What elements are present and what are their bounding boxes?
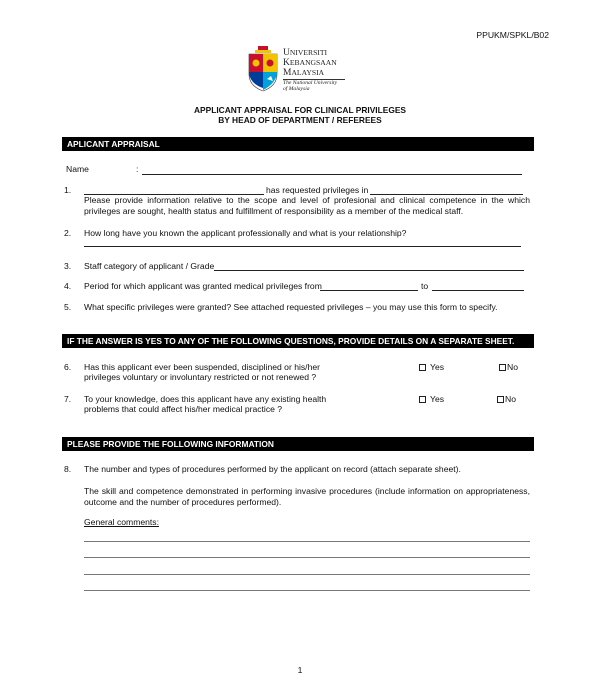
period-to-field[interactable] bbox=[432, 290, 524, 291]
q2-number: 2. bbox=[64, 228, 72, 238]
q6-yes-label: Yes bbox=[430, 362, 445, 372]
section-heading-applicant-appraisal: APLICANT APPRAISAL bbox=[62, 137, 534, 151]
section-heading-provide-information: PLEASE PROVIDE THE FOLLOWING INFORMATION bbox=[62, 437, 534, 451]
comment-line-3[interactable] bbox=[84, 574, 530, 575]
form-code: PPUKM/SPKL/B02 bbox=[476, 30, 549, 40]
name-label: Name bbox=[66, 164, 89, 174]
q7-no-option[interactable] bbox=[497, 394, 516, 404]
q7-line-1: To your knowledge, does this applicant have any existing health bbox=[84, 394, 327, 404]
logo-tagline-1: The National University bbox=[283, 80, 338, 86]
comment-line-4[interactable] bbox=[84, 590, 530, 591]
q7-no-label: No bbox=[505, 394, 516, 404]
q1-mid-text: has requested privileges in bbox=[266, 185, 369, 195]
logo-line-3: MALAYSIA bbox=[283, 68, 325, 78]
form-title-line-2: BY HEAD OF DEPARTMENT / REFEREES bbox=[218, 115, 382, 125]
comment-line-2[interactable] bbox=[84, 557, 530, 558]
section-heading-yes-details: IF THE ANSWER IS YES TO ANY OF THE FOLLOWING QUESTIONS, PROVIDE DETAILS ON A SEPARATE SHEET. bbox=[62, 334, 534, 348]
q6-no-checkbox[interactable] bbox=[499, 364, 506, 371]
q8-number: 8. bbox=[64, 464, 72, 474]
logo-tagline-2: of Malaysia bbox=[283, 86, 310, 92]
q7-line-2: problems that could affect his/her medical practice ? bbox=[84, 404, 283, 414]
general-comments-label: General comments: bbox=[84, 517, 159, 527]
comment-line-1[interactable] bbox=[84, 541, 530, 542]
name-colon: : bbox=[136, 164, 139, 174]
q6-line-1: Has this applicant ever been suspended, disciplined or his/her bbox=[84, 362, 320, 372]
q4-number: 4. bbox=[64, 281, 72, 291]
q8-skill-text: The skill and competence demonstrated in performing invasive procedures (include information on appropriateness, outcome and the number of procedures performed). bbox=[84, 486, 530, 507]
q6-no-option[interactable] bbox=[499, 362, 518, 372]
q7-no-checkbox[interactable] bbox=[497, 396, 504, 403]
q7-yes-checkbox[interactable] bbox=[419, 396, 426, 403]
q1-body: Please provide information relative to the scope and level of profesional and clinical competence in the which privileges are sought, health status and fulfillment of responsibility as a member of the medical staff. bbox=[84, 195, 530, 216]
q7-yes-option[interactable] bbox=[419, 394, 444, 404]
q4-text: Period for which applicant was granted medical privileges from bbox=[84, 281, 322, 291]
relationship-field[interactable] bbox=[84, 246, 521, 247]
q6-number: 6. bbox=[64, 362, 72, 372]
logo-line-2: KEBANGSAAN bbox=[283, 58, 337, 68]
period-from-field[interactable] bbox=[320, 290, 418, 291]
q7-number: 7. bbox=[64, 394, 72, 404]
q6-line-2: privileges voluntary or involuntary restricted or not renewed ? bbox=[84, 372, 317, 382]
q7-yes-label: Yes bbox=[430, 394, 445, 404]
q8-text: The number and types of procedures performed by the applicant on record (attach separate sheet). bbox=[84, 464, 461, 474]
q4-to-label: to bbox=[421, 281, 429, 291]
q2-text: How long have you known the applicant professionally and what is your relationship? bbox=[84, 228, 407, 238]
university-crest-icon bbox=[245, 46, 281, 92]
q5-number: 5. bbox=[64, 302, 72, 312]
q1-number: 1. bbox=[64, 185, 72, 195]
q6-no-label: No bbox=[507, 362, 518, 372]
q3-number: 3. bbox=[64, 261, 72, 271]
q6-yes-checkbox[interactable] bbox=[419, 364, 426, 371]
staff-category-field[interactable] bbox=[214, 270, 524, 271]
name-field[interactable] bbox=[142, 174, 522, 175]
q5-text: What specific privileges were granted? See attached requested privileges – you may use this form to specify. bbox=[84, 302, 498, 312]
page-number: 1 bbox=[297, 665, 303, 675]
q6-yes-option[interactable] bbox=[419, 362, 444, 372]
logo-wordmark bbox=[283, 48, 345, 92]
logo-line-1: UNIVERSITI bbox=[283, 48, 327, 58]
q3-text: Staff category of applicant / Grade bbox=[84, 261, 215, 271]
form-title-line-1: APPLICANT APPRAISAL FOR CLINICAL PRIVILEGES bbox=[193, 105, 407, 115]
